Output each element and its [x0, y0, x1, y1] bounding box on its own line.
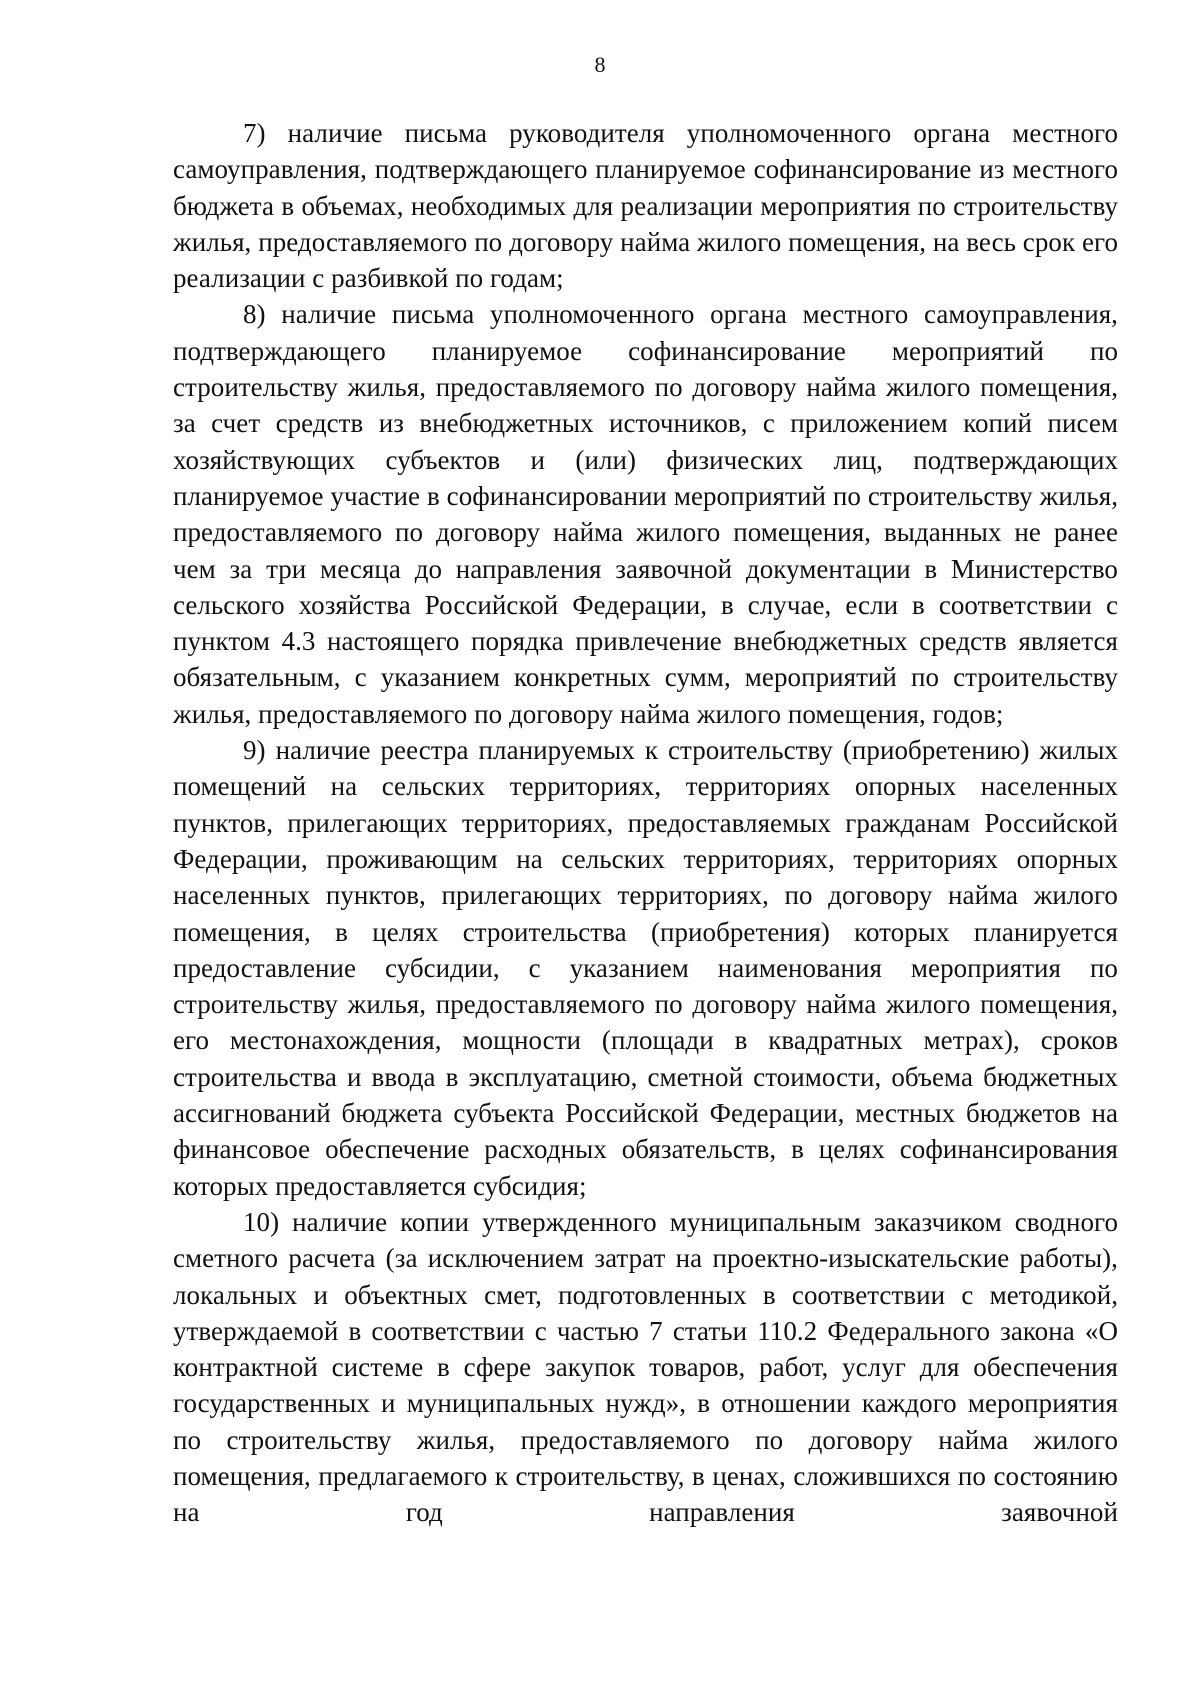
paragraph-item-10: 10) наличие копии утвержденного муниципальным заказчиком сводного сметного расчета (за исключением затрат на проектно-изыскательские работы), локальных и объектных смет, подготовленных в соответствии с методикой, утверждаемой в соответствии с частью 7 статьи 110.2 Федерального закона «О контрактной системе в сфере закупок товаров, работ, услуг для обеспечения государственных и муниципальных нужд», в отношении каждого мероприятия по строительству жилья, предоставляемого по договору найма жилого помещения, предлагаемого к строительству, в ценах, сложившихся по состоянию на год направления заявочной — [173, 1206, 1118, 1528]
paragraph-item-8: 8) наличие письма уполномоченного органа местного самоуправления, подтверждающего планируемое софинансирование мероприятий по строительству жилья, предоставляемого по договору найма жилого помещения, за счет средств из внебюджетных источников, с приложением копий писем хозяйствующих субъектов и (или) физических лиц, подтверждающих планируемое участие в софинансировании мероприятий по строительству жилья, предоставляемого по договору найма жилого помещения, выданных не ранее чем за три месяца до направления заявочной документации в Министерство сельского хозяйства Российской Федерации, в случае, если в соответствии с пунктом 4.3 настоящего порядка привлечение внебюджетных средств является обязательным, с указанием конкретных сумм, мероприятий по строительству жилья, предоставляемого по договору найма жилого помещения, годов; — [173, 299, 1118, 729]
page-number: 8 — [594, 52, 606, 77]
document-body — [173, 115, 1118, 1531]
paragraph-item-9: 9) наличие реестра планируемых к строительству (приобретению) жилых помещений на сельских территориях, территориях опорных населенных пунктов, прилегающих территориях, предоставляемых гражданам Российской Федерации, проживающим на сельских территориях, территориях опорных населенных пунктов, прилегающих территориях, по договору найма жилого помещения, в целях строительства (приобретения) которых планируется предоставление субсидии, с указанием наименования мероприятия по строительству жилья, предоставляемого по договору найма жилого помещения, его местонахождения, мощности (площади в квадратных метрах), сроков строительства и ввода в эксплуатацию, сметной стоимости, объема бюджетных ассигнований бюджета субъекта Российской Федерации, местных бюджетов на финансовое обеспечение расходных обязательств, в целях софинансирования которых предоставляется субсидия; — [173, 735, 1118, 1201]
paragraph-item-7: 7) наличие письма руководителя уполномоченного органа местного самоуправления, подтверждающего планируемое софинансирование из местного бюджета в объемах, необходимых для реализации мероприятия по строительству жилья, предоставляемого по договору найма жилого помещения, на весь срок его реализации с разбивкой по годам; — [173, 118, 1118, 294]
